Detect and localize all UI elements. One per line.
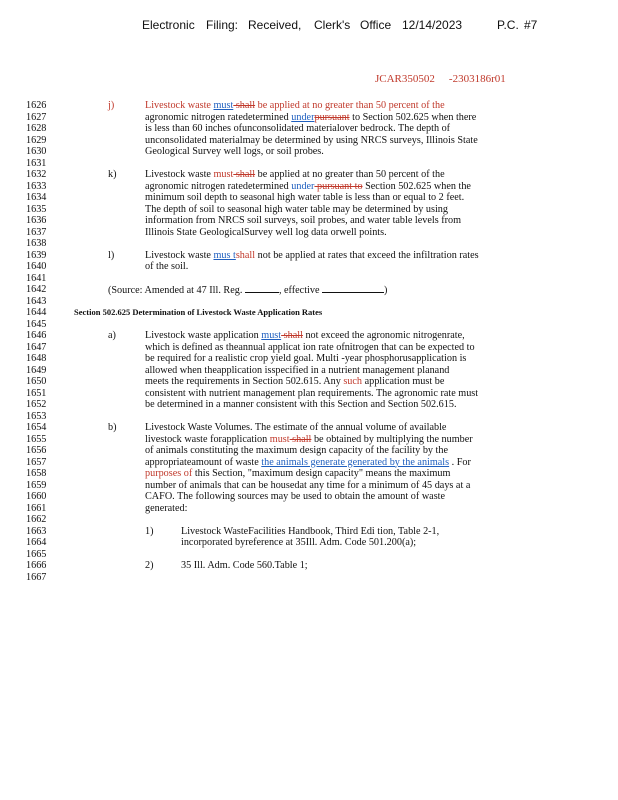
- line-number: 1644: [26, 307, 47, 318]
- line-text: 35 Ill. Adm. Code 560.Table 1;: [181, 560, 308, 571]
- line-number: 1643: [26, 295, 47, 307]
- line-1626: [0, 100, 618, 112]
- line-number: 1651: [26, 387, 47, 399]
- line-text: number of animals that can be housedat any time for a minimum of 45 days at a: [145, 479, 471, 491]
- text-segment: be obtained by multiplying the number: [311, 433, 473, 445]
- line-1637: [0, 227, 618, 239]
- filing-header: [0, 18, 618, 38]
- header-filing: Filing:: [206, 18, 239, 32]
- blank-line: [322, 284, 384, 293]
- line-text: CAFO. The following sources may be used to obtain the amount of waste: [145, 491, 446, 502]
- inserted-text: unde: [291, 111, 312, 123]
- line-number: 1647: [26, 341, 47, 353]
- line-number: 1635: [26, 203, 47, 215]
- text-segment: Livestock waste: [145, 169, 214, 180]
- line-1659: [0, 480, 618, 492]
- item-marker: l): [108, 249, 115, 261]
- line-number: 1654: [26, 422, 47, 433]
- line-number: 1632: [26, 169, 47, 180]
- line-1661: [0, 503, 618, 515]
- text-segment: Livestock waste: [145, 100, 214, 111]
- line-number: 1633: [26, 180, 47, 192]
- line-number: 1655: [26, 433, 47, 445]
- line-1638: [0, 238, 618, 250]
- line-text: [145, 100, 445, 112]
- text-segment: , effective: [278, 285, 323, 296]
- line-number: 1657: [26, 456, 47, 468]
- line-number: 1634: [26, 192, 47, 203]
- line-number: 1627: [26, 111, 47, 123]
- line-1641: [0, 273, 618, 285]
- line-1630: [0, 146, 618, 158]
- deleted-text: shall: [289, 433, 312, 445]
- line-1633: [0, 181, 618, 193]
- deleted-text: shall: [235, 249, 256, 261]
- line-number: 1637: [26, 226, 47, 238]
- line-1665: [0, 549, 618, 561]
- deleted-text: pursuant: [314, 111, 350, 123]
- line-1653: [0, 411, 618, 423]
- line-number: 1663: [26, 525, 47, 537]
- text-segment: to Section 502.625 when there: [349, 111, 477, 123]
- line-1667: [0, 572, 618, 584]
- text-segment: appropriateamount of waste: [145, 456, 262, 468]
- text-segment: livestock waste forapplication: [145, 433, 270, 445]
- line-number: 1638: [26, 238, 47, 249]
- deleted-text: pursuant to: [314, 180, 363, 192]
- document-code: [375, 73, 506, 85]
- line-1648: [0, 353, 618, 365]
- line-1644: [0, 307, 618, 319]
- line-number: 1665: [26, 548, 47, 560]
- line-1664: [0, 537, 618, 549]
- text-segment: . For: [449, 456, 471, 468]
- line-number: 1648: [26, 353, 47, 364]
- inserted-text: must: [261, 330, 282, 341]
- line-text: of the soil.: [145, 261, 189, 272]
- line-1662: [0, 514, 618, 526]
- inserted-text: purposes of: [145, 468, 193, 479]
- line-number: 1667: [26, 571, 47, 583]
- line-text: be required for a realistic crop yield goal. Multi -year phosphorusapplication is: [145, 353, 467, 364]
- text-segment: agronomic nitrogen ratedetermined: [145, 111, 292, 123]
- line-text: [145, 112, 476, 124]
- inserted-text: must: [213, 169, 234, 180]
- text-segment: this Section, "maximum design capacity" means the maximum: [192, 468, 451, 479]
- line-text: information from NRCS soil surveys, soil probes, and water table levels from: [145, 215, 462, 226]
- text-segment: Livestock waste: [145, 249, 214, 261]
- line-1655: [0, 434, 618, 446]
- line-text: [145, 457, 471, 469]
- line-1643: [0, 296, 618, 308]
- line-1650: [0, 376, 618, 388]
- line-number: 1628: [26, 123, 47, 134]
- text-segment: Livestock waste application: [145, 330, 262, 341]
- line-number: 1626: [26, 100, 47, 111]
- inserted-text: the animals generate generated by the animals: [261, 456, 450, 468]
- item-marker: b): [108, 422, 117, 433]
- item-marker: a): [108, 330, 116, 341]
- line-text: [145, 468, 450, 480]
- line-text: consistent with nutrient management plan requirements. The agronomic rate must: [145, 387, 479, 399]
- inserted-text: mus t: [213, 249, 236, 261]
- text-segment: application must be: [362, 376, 445, 387]
- line-number: 1640: [26, 261, 47, 272]
- line-number: 1649: [26, 364, 47, 376]
- line-1663: [0, 526, 618, 538]
- line-number: 1653: [26, 410, 47, 422]
- line-text: unconsolidated materialmay be determined by using NRCS surveys, Illinois State: [145, 134, 478, 146]
- line-number: 1639: [26, 249, 47, 261]
- text-segment: be applied at no greater than 50 percent of the: [255, 169, 445, 180]
- line-1632: [0, 169, 618, 181]
- line-number: 1661: [26, 502, 47, 514]
- text-segment: be applied at no greater than 50 percent of the: [255, 100, 445, 111]
- header-date: 12/14/2023: [402, 18, 463, 32]
- line-text: [145, 434, 473, 446]
- line-1660: [0, 491, 618, 503]
- header-pc: P.C.: [497, 18, 519, 32]
- line-text: [145, 330, 465, 342]
- text-segment: ): [384, 285, 388, 296]
- deleted-text: shall: [233, 169, 256, 180]
- line-number: 1664: [26, 537, 47, 548]
- line-number: 1636: [26, 215, 47, 226]
- inserted-text: such: [343, 376, 363, 387]
- deleted-text: shall: [281, 330, 303, 341]
- line-1642: [0, 284, 618, 296]
- line-1647: [0, 342, 618, 354]
- header-received: Received,: [248, 18, 302, 32]
- line-text: Livestock Waste Volumes. The estimate of the annual volume of available: [145, 422, 447, 433]
- line-text: minimum soil depth to seasonal high water table is less than or equal to 2 feet.: [145, 192, 465, 203]
- line-text: [145, 376, 444, 388]
- line-number: 1660: [26, 491, 47, 502]
- line-text: be determined in a manner consistent with this Section and Section 502.615.: [145, 399, 457, 410]
- line-text: [145, 169, 445, 181]
- line-1631: [0, 158, 618, 170]
- line-1634: [0, 192, 618, 204]
- document-code-jcar: JCAR350502: [375, 73, 435, 85]
- line-text: [145, 181, 471, 193]
- line-text: Geological Survey well logs, or soil probes.: [145, 146, 324, 157]
- line-1629: [0, 135, 618, 147]
- line-text: The depth of soil to seasonal high water table may be determined by using: [145, 203, 448, 215]
- line-text: [145, 250, 479, 262]
- line-1646: [0, 330, 618, 342]
- line-text: of animals constituting the maximum design capacity of the facility by the: [145, 445, 449, 456]
- header-electronic: Electronic: [142, 18, 195, 32]
- line-1639: [0, 250, 618, 262]
- line-1654: [0, 422, 618, 434]
- line-1635: [0, 204, 618, 216]
- text-segment: Section 502.625 when the: [362, 180, 471, 192]
- line-1645: [0, 319, 618, 331]
- line-number: 1646: [26, 330, 47, 341]
- line-number: 1662: [26, 514, 47, 525]
- line-1627: [0, 112, 618, 124]
- line-1640: [0, 261, 618, 273]
- inserted-text: must: [213, 100, 234, 111]
- item-marker: k): [108, 169, 117, 180]
- text-segment: meets the requirements in Section 502.615. Any: [145, 376, 344, 387]
- line-number: 1666: [26, 560, 47, 571]
- line-1652: [0, 399, 618, 411]
- line-1636: [0, 215, 618, 227]
- line-number: 1659: [26, 479, 47, 491]
- section-heading: Section 502.625 Determination of Livestock Waste Application Rates: [74, 307, 323, 317]
- line-text: is less than 60 inches ofunconsolidated materialover bedrock. The depth of: [145, 123, 451, 134]
- header-pc-number: #7: [524, 18, 538, 32]
- line-number: 1629: [26, 134, 47, 146]
- document-body: [0, 100, 618, 583]
- line-number: 1652: [26, 399, 47, 410]
- line-text: which is defined as theannual applicat ion rate ofnitrogen that can be expected to: [145, 341, 475, 353]
- line-number: 1645: [26, 318, 47, 330]
- item-marker: 2): [145, 560, 154, 571]
- header-office: Office: [360, 18, 392, 32]
- inserted-text: must: [269, 433, 290, 445]
- header-clerk: Clerk's: [314, 18, 351, 32]
- line-1658: [0, 468, 618, 480]
- line-number: 1641: [26, 272, 47, 284]
- line-1666: [0, 560, 618, 572]
- inserted-text: under: [291, 180, 315, 192]
- text-segment: agronomic nitrogen ratedetermined: [145, 180, 292, 192]
- line-text: Illinois State GeologicalSurvey well log data orwell points.: [145, 226, 387, 238]
- document-code-revision: -2303186r01: [448, 73, 506, 85]
- deleted-text: shall: [233, 100, 256, 111]
- line-1657: [0, 457, 618, 469]
- line-number: 1658: [26, 468, 47, 479]
- item-marker: 1): [145, 525, 154, 537]
- line-number: 1656: [26, 445, 47, 456]
- item-marker: j): [108, 100, 115, 111]
- line-number: 1631: [26, 157, 47, 169]
- text-segment: not exceed the agronomic nitrogenrate,: [302, 330, 465, 341]
- line-1628: [0, 123, 618, 135]
- line-1651: [0, 388, 618, 400]
- text-segment: (Source: Amended at 47 Ill. Reg.: [108, 285, 245, 296]
- line-text: Livestock WasteFacilities Handbook, Third Edi tion, Table 2-1,: [181, 525, 440, 537]
- text-segment: not be applied at rates that exceed the infiltration rates: [255, 249, 479, 261]
- line-text: generated:: [145, 502, 188, 514]
- line-1649: [0, 365, 618, 377]
- inserted-text: r: [311, 111, 315, 123]
- line-text: allowed when theapplication isspecified in a nutrient management planand: [145, 364, 450, 376]
- blank-line: [245, 284, 279, 293]
- line-number: 1650: [26, 376, 47, 387]
- line-number: 1642: [26, 284, 47, 295]
- line-number: 1630: [26, 146, 47, 157]
- line-text: incorporated byreference at 35Ill. Adm. Code 501.200(a);: [181, 537, 417, 548]
- line-1656: [0, 445, 618, 457]
